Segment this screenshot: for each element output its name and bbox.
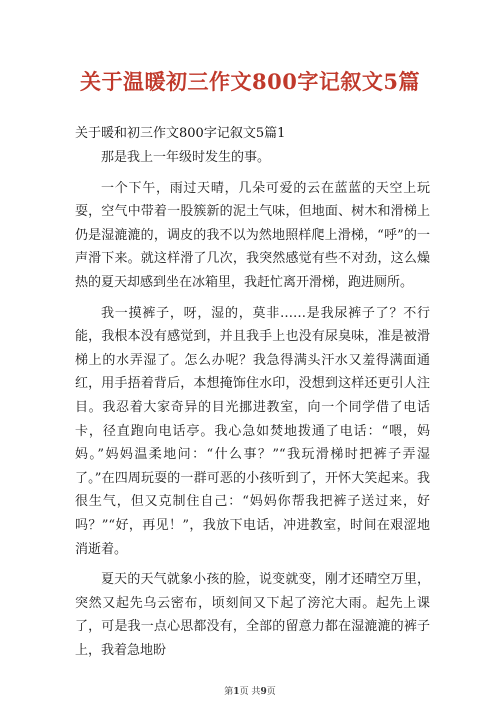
paragraph: 一个下午，雨过天晴，几朵可爱的云在蓝蓝的天空上玩耍，空气中带着一股簇新的泥土气味，但地面、树木和滑梯上仍是湿漉漉的，调皮的我不以为然地照样爬上滑梯，“呼”的一声滑下来。就这样滑了几次，我突然感觉有些不对劲，这么燥热的夏天却感到坐在冰箱里，我赶忙离开滑梯，跑进厕所。 xyxy=(75,180,430,290)
page-footer xyxy=(0,684,500,697)
paragraph: 夏天的天气就象小孩的脸，说变就变，刚才还晴空万里，突然又起先乌云密布，顷刻间又下起了滂沱大雨。起先上课了，可是我一点心思都没有，全部的留意力都在湿漉漉的裤子上，我着急地盼 xyxy=(75,572,430,658)
total-pages-number: 9 xyxy=(260,687,267,697)
document-body xyxy=(75,146,430,669)
paragraph: 我一摸裤子，呀，湿的，莫非……是我尿裤子了？不行能，我根本没有感觉到，并且我手上也没有尿臭味，准是被滑梯上的水弄湿了。怎么办呢？我急得满头汗水又羞得满面通红，用手捂着背后，本想掩饰住水印，没想到这样还更引人注目。我忍着大家奇异的目光挪进教室，向一个同学借了电话卡，径直跑向电话亭。我心急如焚地拨通了电话：“喂，妈妈。”妈妈温柔地问：“什么事？”“我玩滑梯时把裤子弄湿了。”在四周玩耍的一群可恶的小孩听到了，开怀大笑起来。我很生气，但又克制住自己：“妈妈你帮我把裤子送过来，好吗？”“好，再见！”，我放下电话，冲进教室，时间在艰涩地消逝着。 xyxy=(75,305,430,557)
current-page-number: 1 xyxy=(233,687,240,697)
footer-prefix: 第 xyxy=(224,687,234,697)
footer-middle: 页 共 xyxy=(239,687,261,697)
footer-suffix: 页 xyxy=(266,687,276,697)
section-heading: 关于暖和初三作文800字记叙文5篇1 xyxy=(75,126,286,141)
paragraph: 那是我上一年级时发生的事。 xyxy=(101,150,271,165)
document-title: 关于温暖初三作文800字记叙文5篇 xyxy=(80,69,420,94)
